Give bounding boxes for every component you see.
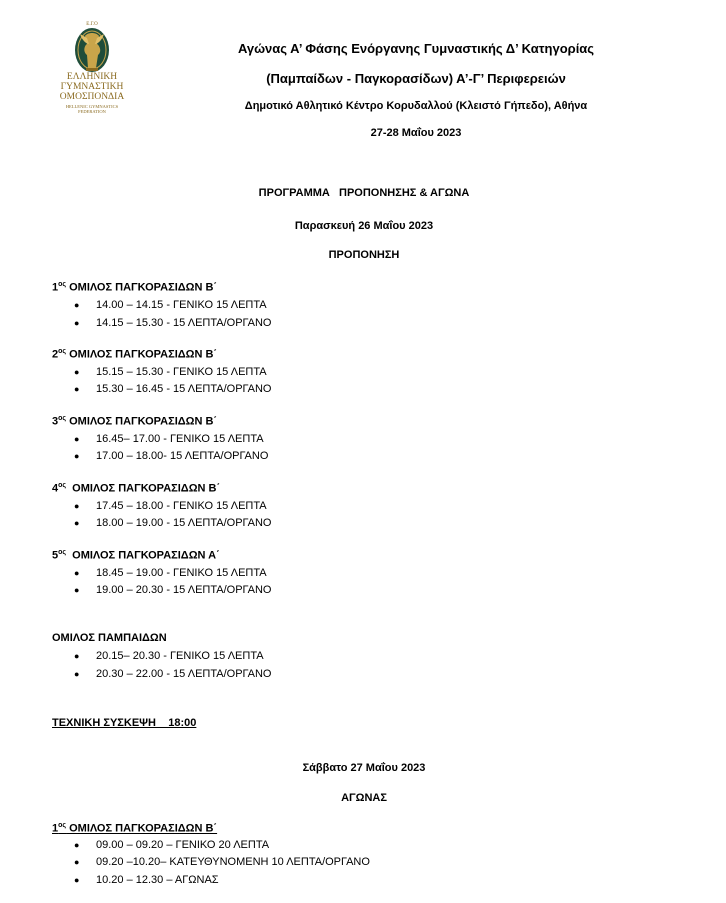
program-title: ΠΡΟΓΡΑΜΜΑ ΠΡΟΠΟΝΗΣΗΣ & ΑΓΩΝΑ: [258, 187, 470, 199]
item-text: 19.00 – 20.30 - 15 ΛΕΠΤΑ/ΟΡΓΑΝΟ: [96, 584, 272, 596]
item-text: 20.15– 20.30 - ΓΕΝΙΚΟ 15 ΛΕΠΤΑ: [96, 650, 264, 662]
bullet-icon: ●: [74, 840, 80, 850]
day2-date: Σάββατο 27 Μαΐου 2023: [302, 762, 426, 774]
group-number: 5: [52, 549, 59, 562]
item-text: 15.30 – 16.45 - 15 ΛΕΠΤΑ/ΟΡΓΑΝΟ: [96, 383, 272, 395]
day1-date: Παρασκευή 26 Μαΐου 2023: [294, 220, 434, 232]
group-title: [52, 281, 217, 294]
item-text: 16.45– 17.00 - ΓΕΝΙΚΟ 15 ΛΕΠΤΑ: [96, 433, 264, 445]
list-item: [74, 517, 271, 529]
bullet-icon: ●: [74, 651, 80, 661]
bullet-icon: ●: [74, 585, 80, 595]
bullet-icon: ●: [74, 857, 80, 867]
document-subtitle: (Παμπαίδων - Παγκορασίδων) Α’-Γ’ Περιφερειών: [266, 71, 566, 86]
bullet-icon: ●: [74, 300, 80, 310]
list-item: [74, 299, 267, 311]
group-name: ΟΜΙΛΟΣ ΠΑΓΚΟΡΑΣΙΔΩΝ Β΄: [66, 348, 218, 361]
item-text: 10.20 – 12.30 – ΑΓΩΝΑΣ: [96, 874, 219, 886]
item-text: 09.00 – 09.20 – ΓΕΝΙΚΟ 20 ΛΕΠΤΑ: [96, 839, 270, 851]
item-text: 15.15 – 15.30 - ΓΕΝΙΚΟ 15 ΛΕΠΤΑ: [96, 366, 267, 378]
group-ordinal: ος: [58, 415, 67, 422]
federation-logo: [52, 22, 132, 114]
item-text: 18.45 – 19.00 - ΓΕΝΙΚΟ 15 ΛΕΠΤΑ: [96, 567, 267, 579]
list-item: [74, 650, 264, 662]
bullet-icon: ●: [74, 318, 80, 328]
list-item: [74, 668, 271, 680]
document-title: Αγώνας Α’ Φάσης Ενόργανης Γυμναστικής Δ’ Κατηγορίας: [237, 41, 595, 56]
group-ordinal: ος: [58, 549, 67, 556]
item-text: 20.30 – 22.00 - 15 ΛΕΠΤΑ/ΟΡΓΑΝΟ: [96, 668, 272, 680]
group-number: 1: [52, 822, 59, 835]
bullet-icon: ●: [74, 434, 80, 444]
bullet-icon: ●: [74, 875, 80, 885]
list-item: [74, 450, 268, 462]
day2-section: ΑΓΩΝΑΣ: [341, 792, 387, 804]
group-name: ΟΜΙΛΟΣ ΠΑΓΚΟΡΑΣΙΔΩΝ Β΄: [66, 482, 221, 495]
group-name: ΟΜΙΛΟΣ ΠΑΓΚΟΡΑΣΙΔΩΝ Α΄: [66, 549, 220, 562]
group-number: 1: [52, 281, 59, 294]
bullet-icon: ●: [74, 384, 80, 394]
group-name: ΟΜΙΛΟΣ ΠΑΓΚΟΡΑΣΙΔΩΝ Β΄: [66, 415, 218, 428]
group-title: [52, 549, 220, 562]
event-dates: 27-28 Μαΐου 2023: [370, 127, 462, 139]
logo-line-3: ΟΜΟΣΠΟΝΔΙΑ: [59, 92, 125, 102]
list-item: [74, 366, 267, 378]
bullet-icon: ●: [74, 451, 80, 461]
logo-line-2: ΓΥΜΝΑΣΤΙΚΗ: [60, 82, 124, 92]
logo-line-4: HELLENIC GYMNASTICS FEDERATION: [65, 104, 119, 114]
list-item: [74, 383, 271, 395]
group-ordinal: ος: [58, 482, 67, 489]
list-item: [74, 317, 271, 329]
list-item: [74, 839, 269, 851]
list-item: [74, 584, 271, 596]
item-text: 18.00 – 19.00 - 15 ΛΕΠΤΑ/ΟΡΓΑΝΟ: [96, 517, 272, 529]
bullet-icon: ●: [74, 501, 80, 511]
list-item: [74, 433, 264, 445]
list-item: [74, 874, 219, 886]
group-ordinal: ος: [58, 348, 67, 355]
bullet-icon: ●: [74, 568, 80, 578]
bullet-icon: ●: [74, 518, 80, 528]
list-item: [74, 856, 370, 868]
logo-top-text: Ε.Γ.Ο: [86, 22, 98, 27]
list-item: [74, 500, 267, 512]
group-title: [52, 822, 217, 835]
group-title: [52, 482, 220, 495]
bullet-icon: ●: [74, 367, 80, 377]
bullet-icon: ●: [74, 669, 80, 679]
group-title: [52, 415, 217, 428]
item-text: 17.45 – 18.00 - ΓΕΝΙΚΟ 15 ΛΕΠΤΑ: [96, 500, 267, 512]
group-number: 3: [52, 415, 59, 428]
item-text: 14.15 – 15.30 - 15 ΛΕΠΤΑ/ΟΡΓΑΝΟ: [96, 317, 272, 329]
day1-section: ΠΡΟΠΟΝΗΣΗ: [328, 249, 400, 261]
group-title: [52, 632, 167, 644]
list-item: [74, 567, 267, 579]
victory-statue-icon: [52, 22, 132, 74]
group-name: ΟΜΙΛΟΣ ΠΑΜΠΑΙΔΩΝ: [52, 632, 167, 644]
group-number: 2: [52, 348, 59, 361]
logo-line-1: ΕΛΛΗΝΙΚΗ: [66, 72, 118, 82]
venue: Δημοτικό Αθλητικό Κέντρο Κορυδαλλού (Κλειστό Γήπεδο), Αθήνα: [244, 100, 588, 112]
item-text: 17.00 – 18.00- 15 ΛΕΠΤΑ/ΟΡΓΑΝΟ: [96, 450, 269, 462]
group-ordinal: ος: [58, 822, 67, 829]
group-number: 4: [52, 482, 59, 495]
technical-meeting: ΤΕΧΝΙΚΗ ΣΥΣΚΕΨΗ 18:00: [52, 717, 197, 729]
group-name: ΟΜΙΛΟΣ ΠΑΓΚΟΡΑΣΙΔΩΝ Β΄: [66, 281, 218, 294]
item-text: 09.20 –10.20– ΚΑΤΕΥΘΥΝΟΜΕΝΗ 10 ΛΕΠΤΑ/ΟΡΓΑΝΟ: [96, 856, 370, 868]
group-name: ΟΜΙΛΟΣ ΠΑΓΚΟΡΑΣΙΔΩΝ Β΄: [66, 822, 218, 835]
group-title: [52, 348, 217, 361]
item-text: 14.00 – 14.15 - ΓΕΝΙΚΟ 15 ΛΕΠΤΑ: [96, 299, 267, 311]
group-ordinal: ος: [58, 281, 67, 288]
